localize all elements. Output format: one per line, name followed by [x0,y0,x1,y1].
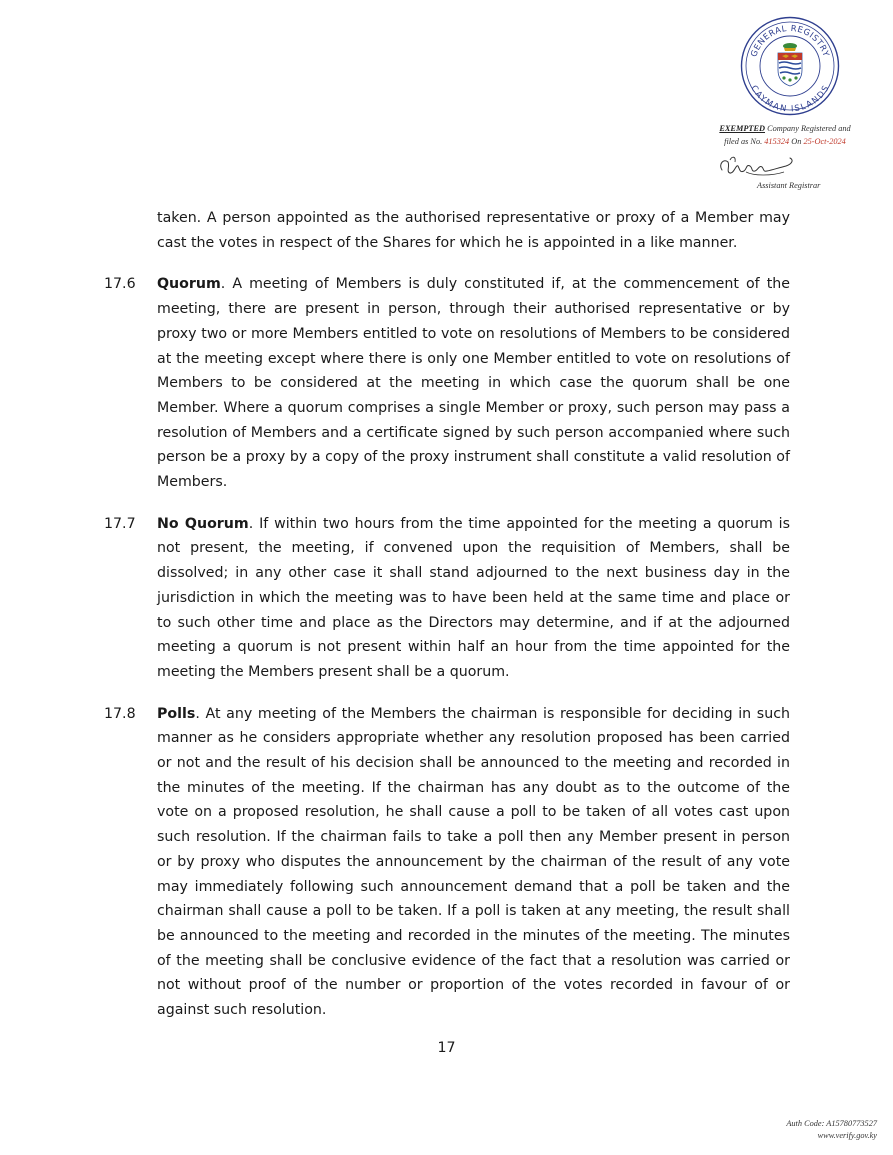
clause-17-7 [104,512,790,685]
document-body [104,206,790,1023]
verification-footer [786,1118,877,1142]
clause-heading: Quorum [157,276,221,293]
clause-body [157,512,790,685]
stamp-line-2 [700,135,870,148]
clause-17-6 [104,272,790,494]
auth-code: Auth Code: A15780773527 [786,1119,877,1128]
clause-heading: Polls [157,705,196,722]
clause-body [157,702,790,1023]
stamp-line2-prefix: filed as No. [724,137,765,146]
stamp-date: 25-Oct-2024 [803,137,846,146]
clause-heading: No Quorum [157,515,249,532]
clause-number: 17.7 [104,515,136,532]
paragraph-continuation [104,206,790,255]
stamp-line2-mid: On [789,137,804,146]
registrar-signature [716,152,796,180]
svg-text:GENERAL REGISTRY: GENERAL REGISTRY [748,22,832,59]
registration-stamp [700,122,870,148]
clause-number: 17.8 [104,705,136,722]
clause-number: 17.6 [104,276,136,293]
clause-text: . At any meeting of the Members the chairman is responsible for deciding in such manner as he considers appropriate whether any resolution proposed has been carried or not and the result of his decision shall be announced to the meeting and recorded in the minutes of the meeting. If the chairman has any doubt as to the outcome of the vote on a proposed resolution, he shall cause a poll to be taken of all votes cast upon such resolution. If the chairman fails to take a poll then any Member present in person or by proxy who disputes the announcement by the chairman of the result of any vote may immediately following such announcement demand that a poll be taken and the chairman shall cause a poll to be taken. If a poll is taken at any meeting, the result shall be announced to the meeting and recorded in the minutes of the meeting. The minutes of the meeting shall be conclusive evidence of the fact that a resolution was carried or not without proof of the number or proportion of the votes recorded in favour of or against such resolution. [157,705,790,1019]
paragraph-text: taken. A person appointed as the authorised representative or proxy of a Member may cast the votes in respect of the Shares for which he is appointed in a like manner. [157,210,790,251]
stamp-status: EXEMPTED [719,124,765,133]
stamp-company-number: 415324 [764,137,790,146]
stamp-role: Assistant Registrar [757,181,821,190]
clause-text: . A meeting of Members is duly constituted if, at the commencement of the meeting, there are present in person, through their authorised representative or by proxy two or more Members entitled to vote on resolutions of Members to be considered at the meeting except where there is only one Member entitled to vote on resolutions of Members to be considered at the meeting in which case the quorum shall be one Member. Where a quorum comprises a single Member or proxy, such person may pass a resolution of Members and a certificate signed by such person accompanied where such person be a proxy by a copy of the proxy instrument shall constitute a valid resolution of Members. [157,276,790,491]
clause-17-8 [104,702,790,1023]
general-registry-seal [740,16,840,116]
verify-website: www.verify.gov.ky [817,1131,877,1140]
svg-text:CAYMAN ISLANDS: CAYMAN ISLANDS [749,83,831,114]
page-number: 17 [437,1040,456,1056]
clause-text: . If within two hours from the time appointed for the meeting a quorum is not present, the meeting, if convened upon the requisition of Members, shall be dissolved; in any other case it shall stand adjourned to the next business day in the jurisdiction in which the meeting was to have been held at the same time and place or to such other time and place as the Directors may determine, and if at the adjourned meeting a quorum is not present within half an hour from the time appointed for the meeting the Members present shall be a quorum. [157,515,790,680]
clause-body [157,272,790,494]
stamp-line1-rest: Company Registered and [765,124,851,133]
stamp-line-1 [700,122,870,135]
